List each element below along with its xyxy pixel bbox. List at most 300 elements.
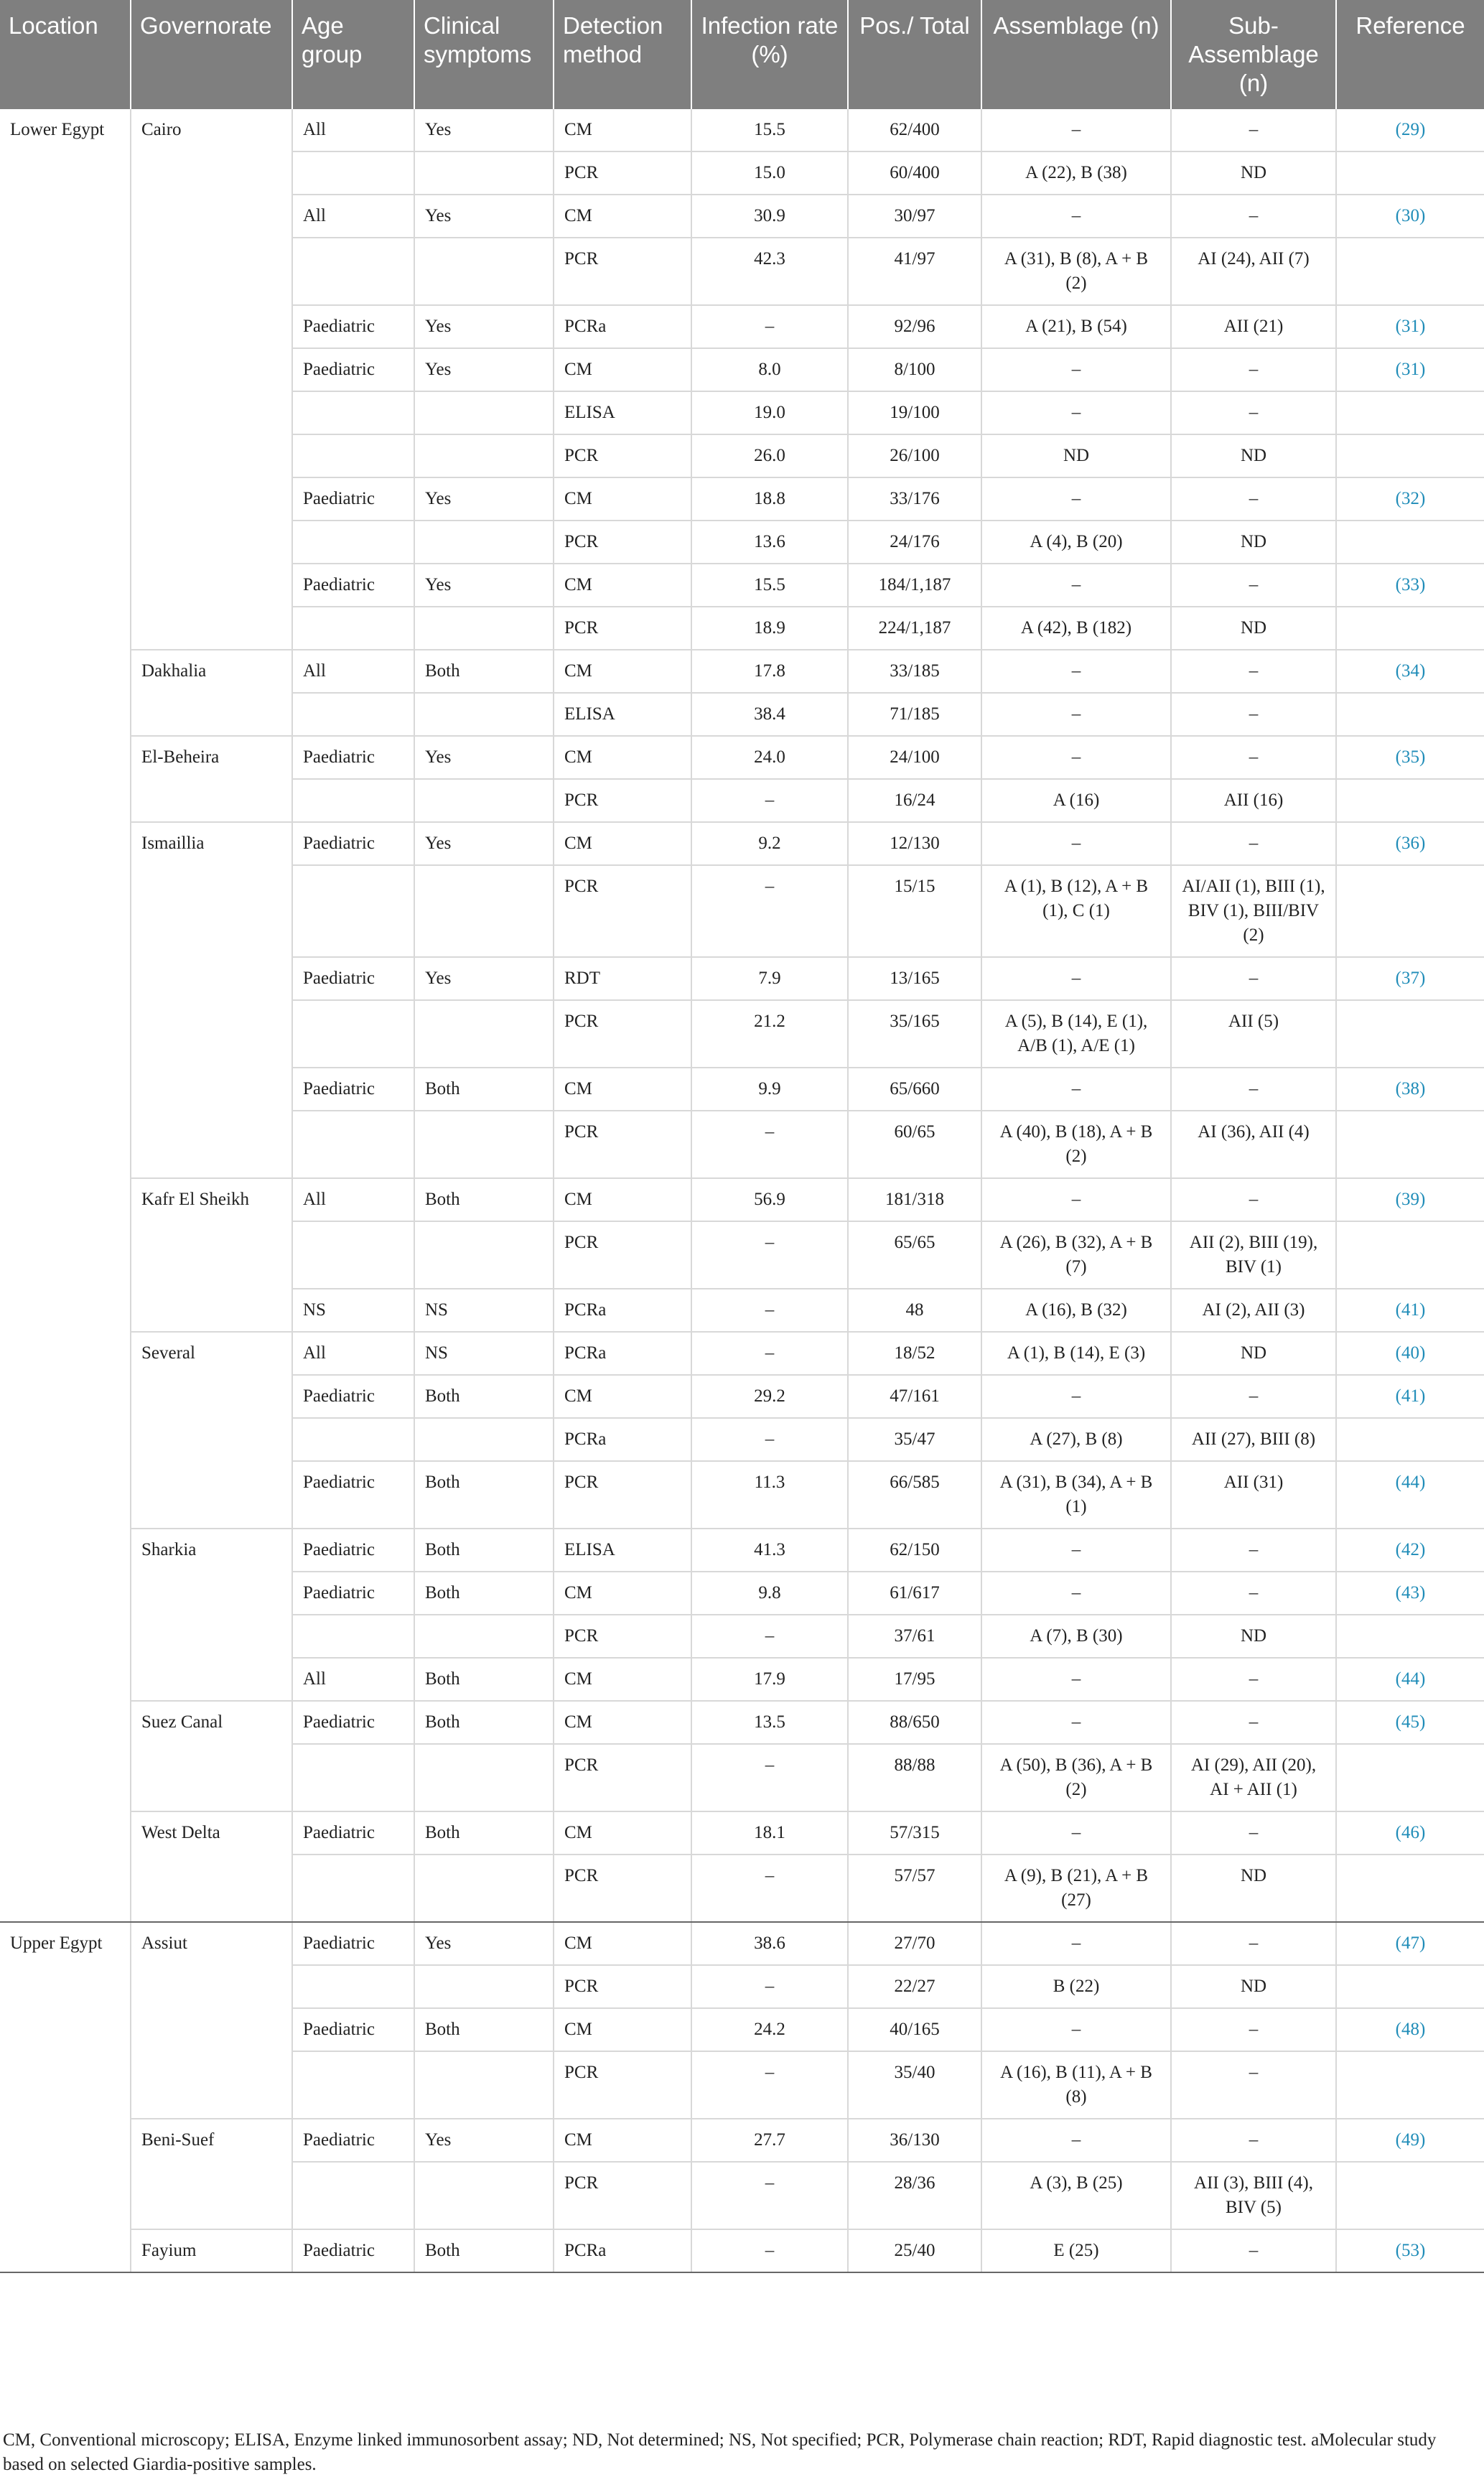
table-row <box>0 1615 1484 1658</box>
cell-ref: (53) <box>1336 2229 1484 2272</box>
cell-sub: – <box>1171 693 1336 736</box>
cell-method: CM <box>554 1658 691 1701</box>
cell-pos: 35/47 <box>848 1418 981 1461</box>
cell-age <box>292 1000 414 1068</box>
cell-clinical: Both <box>414 1701 554 1744</box>
header-age: Age group <box>292 0 414 109</box>
cell-ref: (47) <box>1336 1922 1484 1965</box>
cell-governorate: El-Beheira <box>131 736 292 779</box>
cell-ref: (37) <box>1336 957 1484 1000</box>
cell-pos: 22/27 <box>848 1965 981 2008</box>
cell-method: ELISA <box>554 693 691 736</box>
cell-location <box>0 779 131 822</box>
cell-assemblage: – <box>981 348 1171 391</box>
cell-governorate <box>131 2051 292 2119</box>
cell-location <box>0 1572 131 1615</box>
table-row <box>0 865 1484 957</box>
cell-governorate: West Delta <box>131 1811 292 1855</box>
cell-ref <box>1336 151 1484 195</box>
cell-method: PCR <box>554 1744 691 1811</box>
cell-assemblage: A (1), B (14), E (3) <box>981 1332 1171 1375</box>
table-row <box>0 477 1484 521</box>
cell-age <box>292 1111 414 1178</box>
header-ref: Reference <box>1336 0 1484 109</box>
table-row <box>0 109 1484 151</box>
cell-sub: – <box>1171 1922 1336 1965</box>
cell-rate: 13.5 <box>691 1701 848 1744</box>
cell-rate: 27.7 <box>691 2119 848 2162</box>
table-row <box>0 391 1484 434</box>
table-row <box>0 434 1484 477</box>
table-row <box>0 693 1484 736</box>
table-row <box>0 779 1484 822</box>
cell-clinical <box>414 1744 554 1811</box>
table-row <box>0 1332 1484 1375</box>
cell-pos: 33/185 <box>848 650 981 693</box>
cell-assemblage: – <box>981 195 1171 238</box>
cell-location <box>0 1221 131 1289</box>
cell-location <box>0 348 131 391</box>
cell-assemblage: A (50), B (36), A + B (2) <box>981 1744 1171 1811</box>
cell-ref: (48) <box>1336 2008 1484 2051</box>
cell-age <box>292 2162 414 2229</box>
cell-location <box>0 1811 131 1855</box>
cell-assemblage: A (27), B (8) <box>981 1418 1171 1461</box>
cell-method: CM <box>554 650 691 693</box>
cell-sub: – <box>1171 822 1336 865</box>
header-assemblage: Assemblage (n) <box>981 0 1171 109</box>
cell-assemblage: A (4), B (20) <box>981 521 1171 564</box>
cell-clinical: Both <box>414 1811 554 1855</box>
cell-sub: – <box>1171 2008 1336 2051</box>
table-row <box>0 238 1484 305</box>
cell-ref <box>1336 238 1484 305</box>
cell-method: CM <box>554 1811 691 1855</box>
cell-sub: AII (27), BIII (8) <box>1171 1418 1336 1461</box>
cell-ref: (45) <box>1336 1701 1484 1744</box>
cell-ref <box>1336 391 1484 434</box>
cell-location <box>0 1658 131 1701</box>
cell-clinical: Both <box>414 1068 554 1111</box>
cell-ref <box>1336 1221 1484 1289</box>
cell-location <box>0 1000 131 1068</box>
cell-governorate <box>131 521 292 564</box>
cell-clinical <box>414 1418 554 1461</box>
cell-governorate <box>131 305 292 348</box>
cell-age <box>292 238 414 305</box>
cell-rate: 26.0 <box>691 434 848 477</box>
cell-governorate <box>131 957 292 1000</box>
cell-location <box>0 1332 131 1375</box>
cell-method: CM <box>554 1572 691 1615</box>
cell-clinical <box>414 1965 554 2008</box>
cell-clinical <box>414 693 554 736</box>
cell-location <box>0 1111 131 1178</box>
cell-location <box>0 1615 131 1658</box>
cell-assemblage: A (22), B (38) <box>981 151 1171 195</box>
cell-rate: 29.2 <box>691 1375 848 1418</box>
cell-age: All <box>292 195 414 238</box>
cell-assemblage: – <box>981 109 1171 151</box>
cell-sub: – <box>1171 1178 1336 1221</box>
cell-clinical: Both <box>414 1572 554 1615</box>
header-pos: Pos./ Total <box>848 0 981 109</box>
cell-governorate <box>131 1068 292 1111</box>
cell-rate: 18.9 <box>691 607 848 650</box>
cell-governorate: Several <box>131 1332 292 1375</box>
cell-clinical: Yes <box>414 348 554 391</box>
cell-rate: 24.2 <box>691 2008 848 2051</box>
cell-method: PCR <box>554 865 691 957</box>
cell-governorate <box>131 1000 292 1068</box>
cell-assemblage: – <box>981 1658 1171 1701</box>
table-row <box>0 1178 1484 1221</box>
cell-method: PCR <box>554 779 691 822</box>
cell-clinical: NS <box>414 1289 554 1332</box>
cell-sub: ND <box>1171 434 1336 477</box>
cell-ref: (38) <box>1336 1068 1484 1111</box>
cell-sub: – <box>1171 2119 1336 2162</box>
table-row <box>0 1221 1484 1289</box>
cell-governorate <box>131 693 292 736</box>
cell-governorate <box>131 477 292 521</box>
cell-sub: – <box>1171 1572 1336 1615</box>
cell-clinical: Yes <box>414 957 554 1000</box>
table-row <box>0 1000 1484 1068</box>
cell-ref: (35) <box>1336 736 1484 779</box>
table-row <box>0 195 1484 238</box>
cell-method: PCR <box>554 1965 691 2008</box>
cell-ref <box>1336 1855 1484 1922</box>
cell-clinical <box>414 1221 554 1289</box>
cell-location <box>0 1289 131 1332</box>
cell-governorate: Cairo <box>131 109 292 151</box>
cell-location <box>0 1701 131 1744</box>
cell-age: Paediatric <box>292 348 414 391</box>
cell-sub: – <box>1171 1068 1336 1111</box>
cell-location <box>0 2119 131 2162</box>
cell-governorate <box>131 151 292 195</box>
cell-pos: 88/650 <box>848 1701 981 1744</box>
cell-age: Paediatric <box>292 1572 414 1615</box>
cell-assemblage: ND <box>981 434 1171 477</box>
cell-sub: AII (2), BIII (19), BIV (1) <box>1171 1221 1336 1289</box>
cell-rate: 38.4 <box>691 693 848 736</box>
cell-ref <box>1336 2051 1484 2119</box>
cell-sub: – <box>1171 195 1336 238</box>
cell-clinical <box>414 238 554 305</box>
cell-ref: (46) <box>1336 1811 1484 1855</box>
cell-ref: (40) <box>1336 1332 1484 1375</box>
cell-location <box>0 1178 131 1221</box>
cell-sub: AI/AII (1), BIII (1), BIV (1), BIII/BIV (2) <box>1171 865 1336 957</box>
cell-ref <box>1336 779 1484 822</box>
cell-governorate: Fayium <box>131 2229 292 2272</box>
cell-method: CM <box>554 477 691 521</box>
cell-pos: 40/165 <box>848 2008 981 2051</box>
cell-clinical <box>414 1111 554 1178</box>
cell-sub: ND <box>1171 521 1336 564</box>
table-row <box>0 1111 1484 1178</box>
cell-clinical <box>414 607 554 650</box>
cell-age <box>292 391 414 434</box>
cell-sub: – <box>1171 2051 1336 2119</box>
cell-sub: – <box>1171 348 1336 391</box>
cell-sub: – <box>1171 1701 1336 1744</box>
cell-location <box>0 434 131 477</box>
cell-location <box>0 1461 131 1529</box>
cell-method: PCRa <box>554 1289 691 1332</box>
cell-age <box>292 1744 414 1811</box>
cell-age: Paediatric <box>292 2119 414 2162</box>
cell-sub: AII (5) <box>1171 1000 1336 1068</box>
cell-rate: 21.2 <box>691 1000 848 1068</box>
cell-assemblage: A (16), B (11), A + B (8) <box>981 2051 1171 2119</box>
cell-pos: 19/100 <box>848 391 981 434</box>
cell-location <box>0 1744 131 1811</box>
cell-pos: 13/165 <box>848 957 981 1000</box>
cell-pos: 25/40 <box>848 2229 981 2272</box>
cell-method: CM <box>554 109 691 151</box>
cell-age: Paediatric <box>292 736 414 779</box>
cell-sub: AI (29), AII (20), AI + AII (1) <box>1171 1744 1336 1811</box>
table-row <box>0 1375 1484 1418</box>
cell-location <box>0 693 131 736</box>
cell-sub: ND <box>1171 1855 1336 1922</box>
cell-sub: ND <box>1171 1965 1336 2008</box>
cell-governorate <box>131 2162 292 2229</box>
cell-age: Paediatric <box>292 1375 414 1418</box>
header-rate: Infection rate (%) <box>691 0 848 109</box>
table-row <box>0 1461 1484 1529</box>
cell-governorate <box>131 2008 292 2051</box>
cell-pos: 48 <box>848 1289 981 1332</box>
cell-governorate <box>131 238 292 305</box>
cell-rate: 18.8 <box>691 477 848 521</box>
header-clinical: Clinical symptoms <box>414 0 554 109</box>
cell-ref <box>1336 1965 1484 2008</box>
cell-age <box>292 1615 414 1658</box>
cell-ref: (33) <box>1336 564 1484 607</box>
cell-pos: 41/97 <box>848 238 981 305</box>
cell-clinical <box>414 434 554 477</box>
table-row <box>0 521 1484 564</box>
cell-age: Paediatric <box>292 1529 414 1572</box>
cell-assemblage: A (1), B (12), A + B (1), C (1) <box>981 865 1171 957</box>
cell-rate: 56.9 <box>691 1178 848 1221</box>
cell-rate: 30.9 <box>691 195 848 238</box>
table-row <box>0 2162 1484 2229</box>
cell-pos: 35/40 <box>848 2051 981 2119</box>
table-row <box>0 607 1484 650</box>
cell-method: CM <box>554 736 691 779</box>
cell-location <box>0 2229 131 2272</box>
table-row <box>0 1855 1484 1922</box>
cell-rate: 24.0 <box>691 736 848 779</box>
cell-rate: 19.0 <box>691 391 848 434</box>
cell-rate: 8.0 <box>691 348 848 391</box>
cell-ref <box>1336 434 1484 477</box>
cell-method: PCRa <box>554 305 691 348</box>
cell-age: Paediatric <box>292 1701 414 1744</box>
cell-clinical <box>414 391 554 434</box>
cell-pos: 65/660 <box>848 1068 981 1111</box>
cell-governorate <box>131 1111 292 1178</box>
cell-rate: – <box>691 1615 848 1658</box>
cell-assemblage: – <box>981 822 1171 865</box>
cell-clinical: Yes <box>414 305 554 348</box>
cell-ref <box>1336 865 1484 957</box>
cell-assemblage: A (40), B (18), A + B (2) <box>981 1111 1171 1178</box>
table-row <box>0 1965 1484 2008</box>
cell-location <box>0 1855 131 1922</box>
cell-governorate <box>131 779 292 822</box>
cell-governorate <box>131 434 292 477</box>
cell-method: CM <box>554 1178 691 1221</box>
cell-ref: (41) <box>1336 1375 1484 1418</box>
cell-pos: 37/61 <box>848 1615 981 1658</box>
cell-ref <box>1336 607 1484 650</box>
table-row <box>0 1922 1484 1965</box>
cell-location <box>0 1965 131 2008</box>
cell-sub: AII (16) <box>1171 779 1336 822</box>
cell-ref: (34) <box>1336 650 1484 693</box>
cell-location <box>0 650 131 693</box>
cell-location <box>0 1529 131 1572</box>
table-footnote: CM, Conventional microscopy; ELISA, Enzyme linked immunosorbent assay; ND, Not determined; NS, Not specified; PCR, Polymerase chain reaction; RDT, Rapid diagnostic test. aMolecular study based on selected Giardia-positive samples. <box>3 2430 1437 2474</box>
cell-clinical: Yes <box>414 195 554 238</box>
cell-location <box>0 736 131 779</box>
cell-location <box>0 865 131 957</box>
cell-governorate <box>131 1572 292 1615</box>
cell-age <box>292 1221 414 1289</box>
cell-rate: 41.3 <box>691 1529 848 1572</box>
cell-governorate: Assiut <box>131 1922 292 1965</box>
cell-method: CM <box>554 564 691 607</box>
cell-age: Paediatric <box>292 1811 414 1855</box>
cell-pos: 92/96 <box>848 305 981 348</box>
table-row <box>0 650 1484 693</box>
cell-age <box>292 1965 414 2008</box>
cell-governorate: Beni-Suef <box>131 2119 292 2162</box>
cell-pos: 16/24 <box>848 779 981 822</box>
cell-assemblage: A (7), B (30) <box>981 1615 1171 1658</box>
cell-rate: – <box>691 2229 848 2272</box>
cell-ref: (29) <box>1336 109 1484 151</box>
cell-location <box>0 1375 131 1418</box>
table-row <box>0 1418 1484 1461</box>
cell-ref <box>1336 1744 1484 1811</box>
cell-clinical <box>414 2051 554 2119</box>
cell-ref: (32) <box>1336 477 1484 521</box>
cell-method: PCR <box>554 2162 691 2229</box>
cell-rate: – <box>691 1744 848 1811</box>
cell-sub: – <box>1171 2229 1336 2272</box>
cell-pos: 27/70 <box>848 1922 981 1965</box>
cell-method: ELISA <box>554 1529 691 1572</box>
cell-assemblage: – <box>981 1922 1171 1965</box>
cell-ref: (44) <box>1336 1461 1484 1529</box>
cell-pos: 28/36 <box>848 2162 981 2229</box>
cell-method: PCR <box>554 607 691 650</box>
cell-assemblage: A (21), B (54) <box>981 305 1171 348</box>
cell-clinical <box>414 779 554 822</box>
header-governorate: Governorate <box>131 0 292 109</box>
cell-sub: ND <box>1171 1332 1336 1375</box>
cell-sub: – <box>1171 391 1336 434</box>
cell-clinical: Yes <box>414 109 554 151</box>
cell-ref: (39) <box>1336 1178 1484 1221</box>
cell-governorate <box>131 1418 292 1461</box>
cell-location: Upper Egypt <box>10 1933 103 1953</box>
cell-assemblage: A (3), B (25) <box>981 2162 1171 2229</box>
cell-pos: 17/95 <box>848 1658 981 1701</box>
cell-method: ELISA <box>554 391 691 434</box>
cell-pos: 57/57 <box>848 1855 981 1922</box>
cell-method: PCRa <box>554 1418 691 1461</box>
cell-clinical: Both <box>414 2229 554 2272</box>
cell-assemblage: A (16), B (32) <box>981 1289 1171 1332</box>
cell-clinical: Yes <box>414 477 554 521</box>
cell-ref: (31) <box>1336 305 1484 348</box>
cell-location <box>0 195 131 238</box>
cell-governorate: Dakhalia <box>131 650 292 693</box>
cell-location <box>0 822 131 865</box>
cell-method: RDT <box>554 957 691 1000</box>
cell-method: CM <box>554 348 691 391</box>
cell-governorate <box>131 1375 292 1418</box>
cell-clinical: Both <box>414 2008 554 2051</box>
cell-assemblage: – <box>981 736 1171 779</box>
cell-assemblage: A (16) <box>981 779 1171 822</box>
cell-ref <box>1336 693 1484 736</box>
cell-age: All <box>292 1332 414 1375</box>
cell-assemblage: – <box>981 650 1171 693</box>
header-location: Location <box>0 0 131 109</box>
cell-pos: 12/130 <box>848 822 981 865</box>
cell-location <box>0 607 131 650</box>
cell-pos: 71/185 <box>848 693 981 736</box>
cell-age <box>292 151 414 195</box>
cell-ref: (41) <box>1336 1289 1484 1332</box>
cell-rate: 9.8 <box>691 1572 848 1615</box>
cell-ref <box>1336 2162 1484 2229</box>
cell-method: PCR <box>554 1855 691 1922</box>
cell-age <box>292 521 414 564</box>
cell-pos: 57/315 <box>848 1811 981 1855</box>
cell-governorate <box>131 1461 292 1529</box>
cell-pos: 61/617 <box>848 1572 981 1615</box>
cell-governorate <box>131 1744 292 1811</box>
cell-rate: – <box>691 779 848 822</box>
cell-age: Paediatric <box>292 1922 414 1965</box>
cell-pos: 62/400 <box>848 109 981 151</box>
cell-assemblage: – <box>981 2119 1171 2162</box>
cell-clinical: Both <box>414 1461 554 1529</box>
cell-age: All <box>292 1658 414 1701</box>
cell-rate: – <box>691 1332 848 1375</box>
cell-sub: – <box>1171 957 1336 1000</box>
cell-rate: – <box>691 305 848 348</box>
table-row <box>0 1289 1484 1332</box>
cell-clinical: Both <box>414 1529 554 1572</box>
cell-assemblage: – <box>981 1178 1171 1221</box>
cell-age: Paediatric <box>292 305 414 348</box>
cell-rate: 9.2 <box>691 822 848 865</box>
cell-rate: 42.3 <box>691 238 848 305</box>
cell-method: CM <box>554 1068 691 1111</box>
cell-clinical <box>414 865 554 957</box>
